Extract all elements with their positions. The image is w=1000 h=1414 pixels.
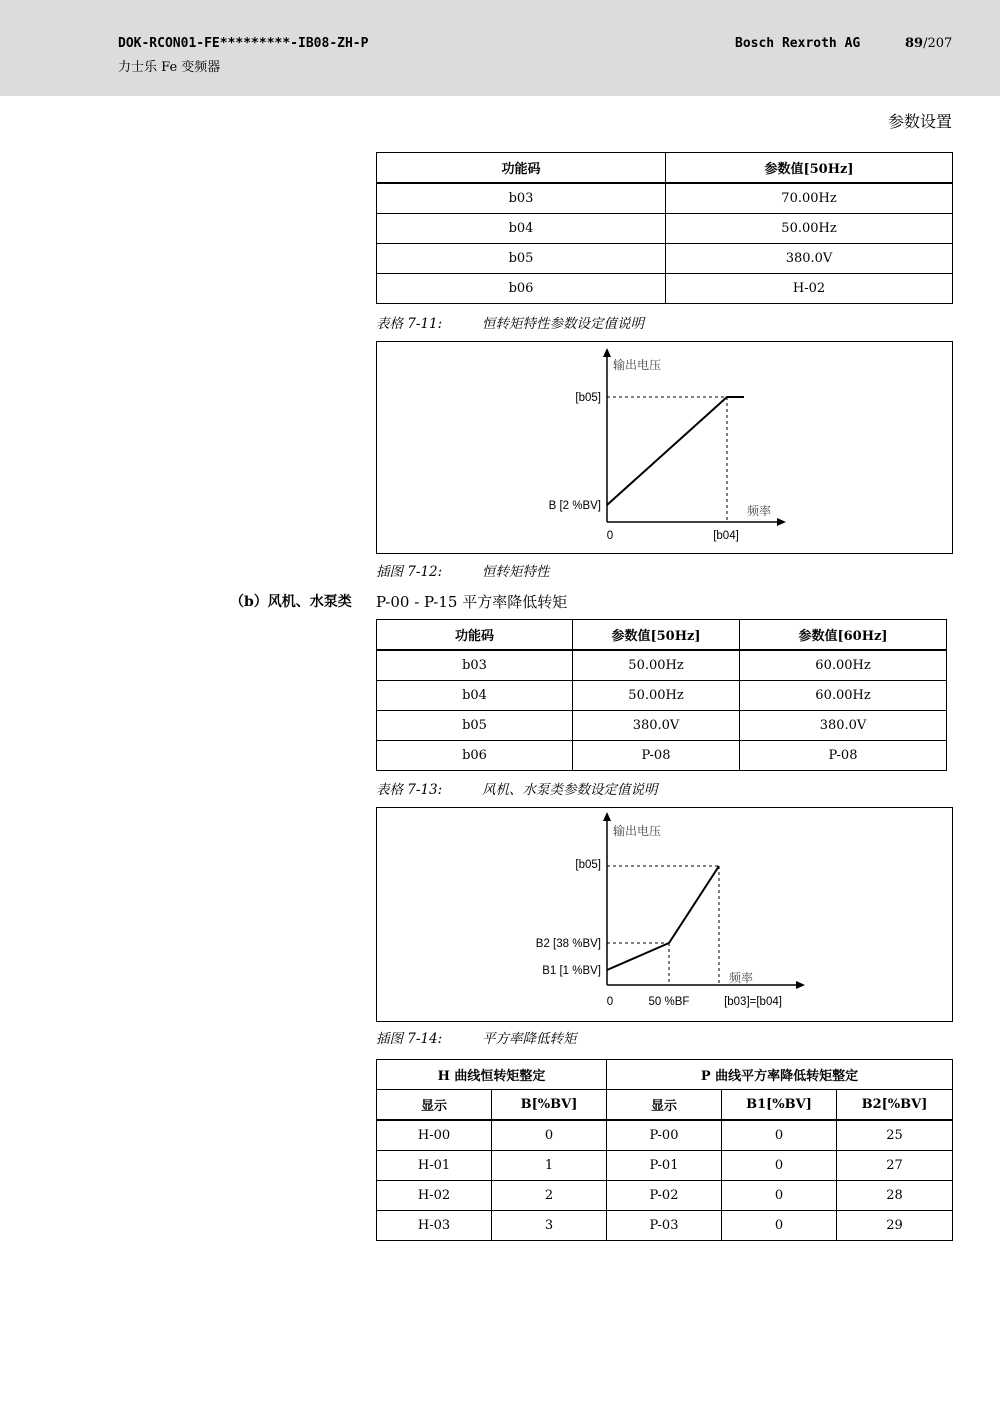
company-name: Bosch Rexroth AG: [735, 36, 861, 51]
table-curve-settings: [376, 1059, 953, 1241]
cell: P-03: [607, 1211, 722, 1241]
cell: P-01: [607, 1151, 722, 1181]
caption-text: 恒转矩特性: [482, 564, 550, 580]
table-row: [377, 274, 953, 304]
figure-caption-7-14: [376, 1027, 577, 1047]
table-row: [377, 711, 947, 741]
label-origin: 0: [606, 996, 614, 1008]
x-axis-label: 频率: [747, 504, 772, 518]
caption-text: 风机、水泵类参数设定值说明: [482, 782, 658, 798]
label-boost: B [2 %BV]: [548, 500, 601, 512]
page-number: [905, 36, 952, 51]
cell: 380.0V: [573, 711, 740, 741]
table-row: [377, 741, 947, 771]
cell: H-01: [377, 1151, 492, 1181]
header-display-h: 显示: [377, 1090, 492, 1121]
x-axis-label: 频率: [729, 971, 754, 985]
table-caption-7-11: [376, 312, 644, 332]
header-param-60hz: 参数值[60Hz]: [740, 620, 947, 651]
label-50bf: 50 %BF: [648, 996, 690, 1008]
label-b05: [b05]: [575, 859, 601, 871]
product-name: 力士乐 Fe 变频器: [118, 60, 221, 75]
cell: H-00: [377, 1120, 492, 1151]
group-h-curve: H 曲线恒转矩整定: [377, 1060, 607, 1090]
table-row: [377, 214, 953, 244]
header-b1: B1[%BV]: [722, 1090, 837, 1121]
table-row: [377, 650, 947, 681]
caption-text: 恒转矩特性参数设定值说明: [482, 316, 644, 332]
label-b04: [b04]: [713, 530, 739, 542]
table-row: [377, 681, 947, 711]
cell: H-02: [377, 1181, 492, 1211]
group-p-curve: P 曲线平方率降低转矩整定: [607, 1060, 953, 1090]
vf-curve-line: [607, 397, 744, 505]
square-torque-diagram: [377, 808, 952, 1021]
cell: 0: [722, 1120, 837, 1151]
cell: b05: [377, 244, 666, 274]
cell: b04: [377, 681, 573, 711]
header-b2: B2[%BV]: [837, 1090, 953, 1121]
section-title: 参数设置: [887, 112, 952, 131]
table-constant-torque-params: [376, 152, 953, 304]
caption-number: 插图 7-14:: [376, 1031, 443, 1047]
figure-square-torque: [376, 807, 953, 1022]
cell: 50.00Hz: [666, 214, 953, 244]
header-function-code: 功能码: [377, 153, 666, 184]
cell: b06: [377, 274, 666, 304]
cell: P-02: [607, 1181, 722, 1211]
label-b03-b04: [b03]=[b04]: [724, 996, 782, 1008]
y-axis-label: 输出电压: [613, 358, 662, 372]
cell: 380.0V: [740, 711, 947, 741]
cell: 60.00Hz: [740, 681, 947, 711]
table-group-header-row: [377, 1060, 953, 1090]
figure-caption-7-12: [376, 560, 550, 580]
cell: 28: [837, 1181, 953, 1211]
cell: 27: [837, 1151, 953, 1181]
table-row: [377, 1181, 953, 1211]
cell: 29: [837, 1211, 953, 1241]
cell: 70.00Hz: [666, 183, 953, 214]
label-b1: B1 [1 %BV]: [542, 965, 601, 977]
cell: P-00: [607, 1120, 722, 1151]
label-b05: [b05]: [575, 392, 601, 404]
cell: P-08: [573, 741, 740, 771]
caption-text: 平方率降低转矩: [482, 1031, 577, 1047]
cell: b03: [377, 183, 666, 214]
page-current: 89: [905, 36, 924, 51]
cell: b05: [377, 711, 573, 741]
cell: 50.00Hz: [573, 681, 740, 711]
label-b2: B2 [38 %BV]: [535, 938, 601, 950]
cell: 2: [492, 1181, 607, 1211]
header-param-50hz: 参数值[50Hz]: [666, 153, 953, 184]
cell: 50.00Hz: [573, 650, 740, 681]
table-row: [377, 1151, 953, 1181]
table-row: [377, 183, 953, 214]
page-header: [0, 0, 1000, 96]
side-heading-fan-pump: （b）风机、水泵类: [230, 594, 352, 610]
cell: 0: [722, 1211, 837, 1241]
document-code: DOK-RCON01-FE*********-IB08-ZH-P: [118, 36, 369, 51]
table-fan-pump-params: [376, 619, 947, 771]
header-display-p: 显示: [607, 1090, 722, 1121]
label-origin: 0: [606, 530, 614, 542]
sub-heading-square-torque: P-00 - P-15 平方率降低转矩: [376, 593, 568, 611]
caption-number: 表格 7-11:: [376, 316, 443, 332]
table-caption-7-13: [376, 778, 658, 798]
table-row: [377, 1120, 953, 1151]
cell: P-08: [740, 741, 947, 771]
vf-curve-line: [607, 866, 719, 970]
cell: b06: [377, 741, 573, 771]
header-param-50hz: 参数值[50Hz]: [573, 620, 740, 651]
caption-number: 插图 7-12:: [376, 564, 443, 580]
cell: 380.0V: [666, 244, 953, 274]
cell: b03: [377, 650, 573, 681]
figure-constant-torque: [376, 341, 953, 554]
cell: 25: [837, 1120, 953, 1151]
cell: 60.00Hz: [740, 650, 947, 681]
caption-number: 表格 7-13:: [376, 782, 443, 798]
y-axis-label: 输出电压: [613, 824, 662, 838]
page-total: /207: [923, 36, 953, 51]
cell: 0: [722, 1151, 837, 1181]
cell: 0: [492, 1120, 607, 1151]
table-header-row: [377, 1090, 953, 1121]
cell: b04: [377, 214, 666, 244]
table-row: [377, 244, 953, 274]
header-b: B[%BV]: [492, 1090, 607, 1121]
cell: H-02: [666, 274, 953, 304]
cell: 0: [722, 1181, 837, 1211]
cell: H-03: [377, 1211, 492, 1241]
table-row: [377, 1211, 953, 1241]
constant-torque-diagram: [377, 342, 952, 553]
cell: 3: [492, 1211, 607, 1241]
header-function-code: 功能码: [377, 620, 573, 651]
table-header-row: [377, 620, 947, 651]
table-header-row: [377, 153, 953, 184]
cell: 1: [492, 1151, 607, 1181]
